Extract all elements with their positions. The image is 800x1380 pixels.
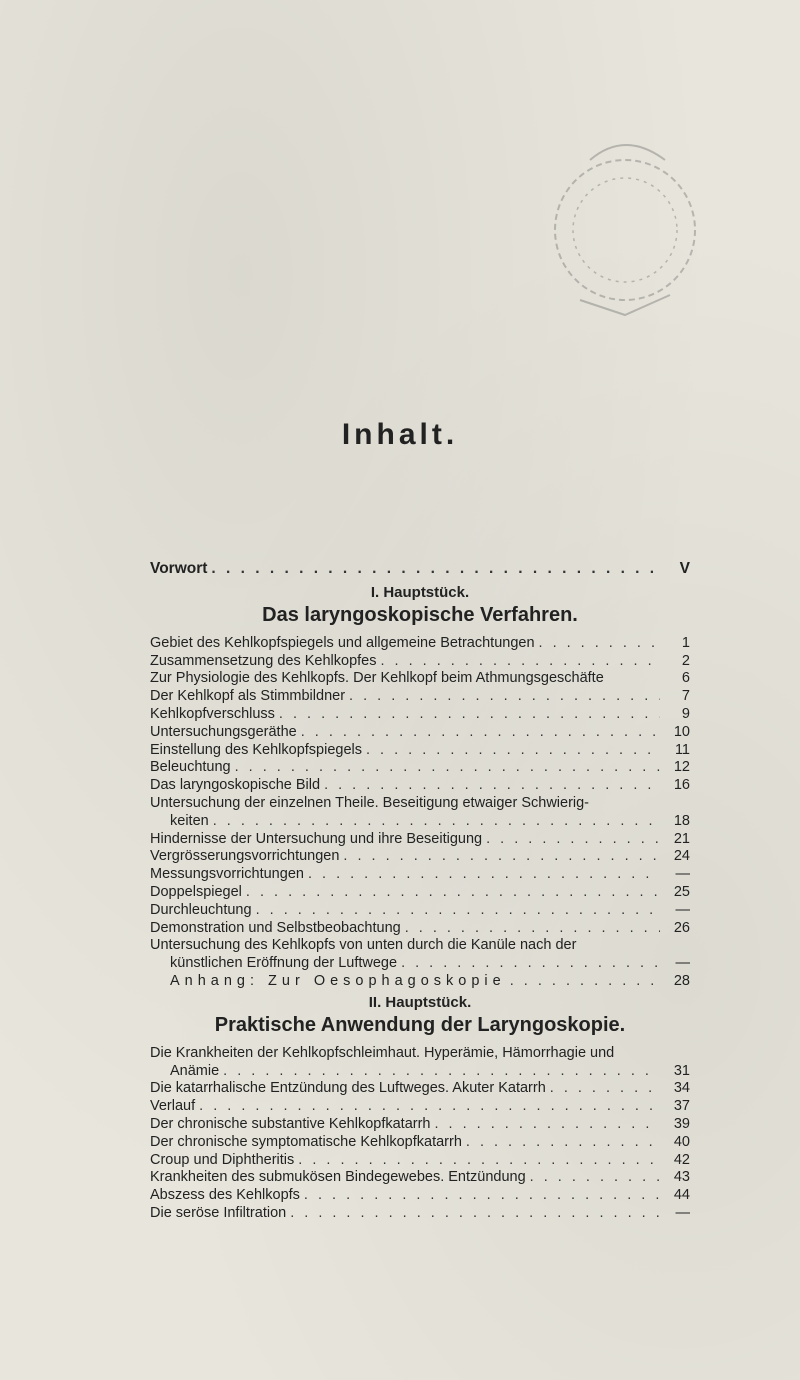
toc-entry-title: Anämie — [170, 1062, 220, 1079]
leader-dots — [304, 1187, 660, 1205]
toc-entry-page: 34 — [673, 1080, 690, 1097]
toc-entry — [150, 688, 690, 706]
toc-entry — [150, 884, 690, 902]
leader-dots — [510, 973, 660, 991]
toc-entry — [150, 1187, 690, 1205]
leader-dots — [246, 884, 660, 902]
leader-dots — [466, 1134, 660, 1152]
part1-label: I. Hauptstück. — [370, 583, 470, 601]
toc-entry-title: Die Krankheiten der Kehlkopfschleimhaut. Hyperämie, Hämorrhagie und — [150, 1044, 615, 1061]
leader-dots — [213, 813, 660, 831]
part1-title: Das laryngoskopische Verfahren. — [262, 603, 578, 626]
leader-dots — [343, 848, 660, 866]
toc-entry — [150, 831, 690, 849]
toc-entry — [150, 742, 690, 760]
toc-entry — [150, 653, 690, 671]
leader-dots — [530, 1169, 660, 1187]
library-stamp — [550, 100, 700, 380]
toc-entry-title: Untersuchungsgeräthe — [150, 723, 297, 740]
leader-dots — [290, 1205, 660, 1223]
table-of-contents — [150, 560, 690, 1223]
toc-entry-title: Abszess des Kehlkopfs — [150, 1187, 300, 1204]
toc-entry-title: Kehlkopfverschluss — [150, 705, 275, 722]
toc-entry-page: 10 — [673, 723, 690, 740]
toc-entry-page: 6 — [681, 670, 690, 687]
toc-entry-preface — [150, 560, 690, 578]
toc-entry-page: 11 — [674, 741, 690, 758]
toc-entry — [150, 777, 690, 795]
toc-entry — [150, 955, 690, 973]
toc-entry — [150, 920, 690, 938]
toc-entry — [150, 902, 690, 920]
leader-dots — [366, 742, 660, 760]
toc-entry-title: Der chronische symptomatische Kehlkopfkatarrh — [150, 1133, 462, 1150]
toc-entry-title: Der Kehlkopf als Stimmbildner — [150, 688, 346, 705]
leader-dots — [401, 955, 660, 973]
toc-entry — [150, 1116, 690, 1134]
leader-dots — [301, 724, 660, 742]
toc-entry — [150, 1080, 690, 1098]
toc-entry — [150, 1045, 690, 1063]
toc-entry-title: Doppelspiegel — [150, 883, 242, 900]
toc-entry-page: — — [675, 955, 690, 972]
toc-entry — [150, 813, 690, 831]
leader-dots — [349, 688, 660, 706]
leader-dots — [223, 1063, 660, 1081]
leader-dots — [486, 831, 660, 849]
leader-dots — [298, 1152, 660, 1170]
toc-entry-page: 44 — [673, 1187, 690, 1204]
toc-entry-title: Hindernisse der Untersuchung und ihre Beseitigung — [150, 830, 483, 847]
toc-entry — [150, 1152, 690, 1170]
toc-entry — [150, 1205, 690, 1223]
toc-entry — [150, 795, 690, 813]
leader-dots — [199, 1098, 660, 1116]
toc-entry-title: Anhang: Zur Oesophagoskopie — [170, 972, 506, 989]
toc-entry-title: Messungsvorrichtungen — [150, 866, 304, 883]
leader-dots — [235, 759, 660, 777]
page-title: Inhalt. — [341, 418, 459, 451]
toc-entry — [150, 866, 690, 884]
toc-entry-title: Beleuchtung — [150, 759, 231, 776]
toc-entry-page: 37 — [673, 1098, 690, 1115]
toc-entry-title: Croup und Diphtheritis — [150, 1151, 295, 1168]
toc-entry — [150, 1098, 690, 1116]
toc-entry-appendix — [150, 973, 690, 991]
toc-entry — [150, 706, 690, 724]
toc-entry-title: keiten — [170, 812, 209, 829]
toc-entry-page: 42 — [673, 1151, 690, 1168]
toc-entry-page: 24 — [673, 848, 690, 865]
toc-entry-title: Demonstration und Selbstbeobachtung — [150, 919, 401, 936]
toc-entry-page: — — [675, 901, 690, 918]
leader-dots — [434, 1116, 660, 1134]
toc-entry-title: Zusammensetzung des Kehlkopfes — [150, 652, 377, 669]
toc-entry-page: 2 — [681, 652, 690, 669]
toc-entry-title: Krankheiten des submukösen Bindegewebes. Entzündung — [150, 1169, 526, 1186]
toc-entry-page: — — [675, 866, 690, 883]
leader-dots — [211, 560, 660, 578]
toc-entry — [150, 1134, 690, 1152]
toc-entry-title: Zur Physiologie des Kehlkopfs. Der Kehlkopf beim Athmungsgeschäfte — [150, 670, 604, 687]
part2-label: II. Hauptstück. — [368, 993, 472, 1011]
toc-entry-page: 43 — [673, 1169, 690, 1186]
toc-entry-page: 39 — [673, 1115, 690, 1132]
leader-dots — [324, 777, 660, 795]
toc-entry-page: 26 — [673, 919, 690, 936]
toc-entry — [150, 724, 690, 742]
toc-entry — [150, 1169, 690, 1187]
toc-entry-title: Die katarrhalische Entzündung des Luftweges. Akuter Katarrh — [150, 1080, 546, 1097]
toc-entry-page: 9 — [681, 705, 690, 722]
toc-entry — [150, 937, 690, 955]
leader-dots — [550, 1080, 660, 1098]
toc-entry — [150, 635, 690, 653]
toc-entry-page: 21 — [673, 830, 690, 847]
toc-entry-page: 12 — [673, 759, 690, 776]
leader-dots — [405, 920, 660, 938]
leader-dots — [539, 635, 660, 653]
toc-entry — [150, 759, 690, 777]
toc-entry-page: 7 — [681, 688, 690, 705]
toc-entry-title: Verlauf — [150, 1098, 196, 1115]
toc-entry — [150, 670, 690, 688]
toc-entry-title: Das laryngoskopische Bild — [150, 777, 321, 794]
toc-entry — [150, 1063, 690, 1081]
toc-entry-title: künstlichen Eröffnung der Luftwege — [170, 955, 398, 972]
toc-entry-title: Einstellung des Kehlkopfspiegels — [150, 741, 362, 758]
leader-dots — [256, 902, 660, 920]
toc-entry-page: 1 — [681, 634, 690, 651]
toc-entry-title: Untersuchung der einzelnen Theile. Beseitigung etwaiger Schwierig- — [150, 794, 590, 811]
toc-entry-page: — — [675, 1204, 690, 1221]
toc-entry — [150, 848, 690, 866]
toc-entry-page: 18 — [673, 812, 690, 829]
toc-entry-title: Gebiet des Kehlkopfspiegels und allgemeine Betrachtungen — [150, 634, 535, 651]
toc-entry-title: Die seröse Infiltration — [150, 1204, 287, 1221]
toc-entry-title: Der chronische substantive Kehlkopfkatarrh — [150, 1115, 431, 1132]
part2-title: Praktische Anwendung der Laryngoskopie. — [214, 1013, 626, 1036]
toc-entry-page: 31 — [673, 1062, 690, 1079]
toc-entry-page: V — [679, 560, 690, 577]
toc-entry-page: 40 — [673, 1133, 690, 1150]
leader-dots — [279, 706, 660, 724]
leader-dots — [308, 866, 660, 884]
leader-dots — [381, 653, 661, 671]
toc-entry-page: 28 — [673, 972, 690, 989]
toc-entry-title: Vorwort — [150, 560, 208, 577]
toc-entry-page: 16 — [673, 777, 690, 794]
toc-entry-title: Untersuchung des Kehlkopfs von unten durch die Kanüle nach der — [150, 937, 577, 954]
toc-entry-page: 25 — [673, 883, 690, 900]
toc-entry-title: Vergrösserungsvorrichtungen — [150, 848, 340, 865]
toc-entry-title: Durchleuchtung — [150, 901, 252, 918]
